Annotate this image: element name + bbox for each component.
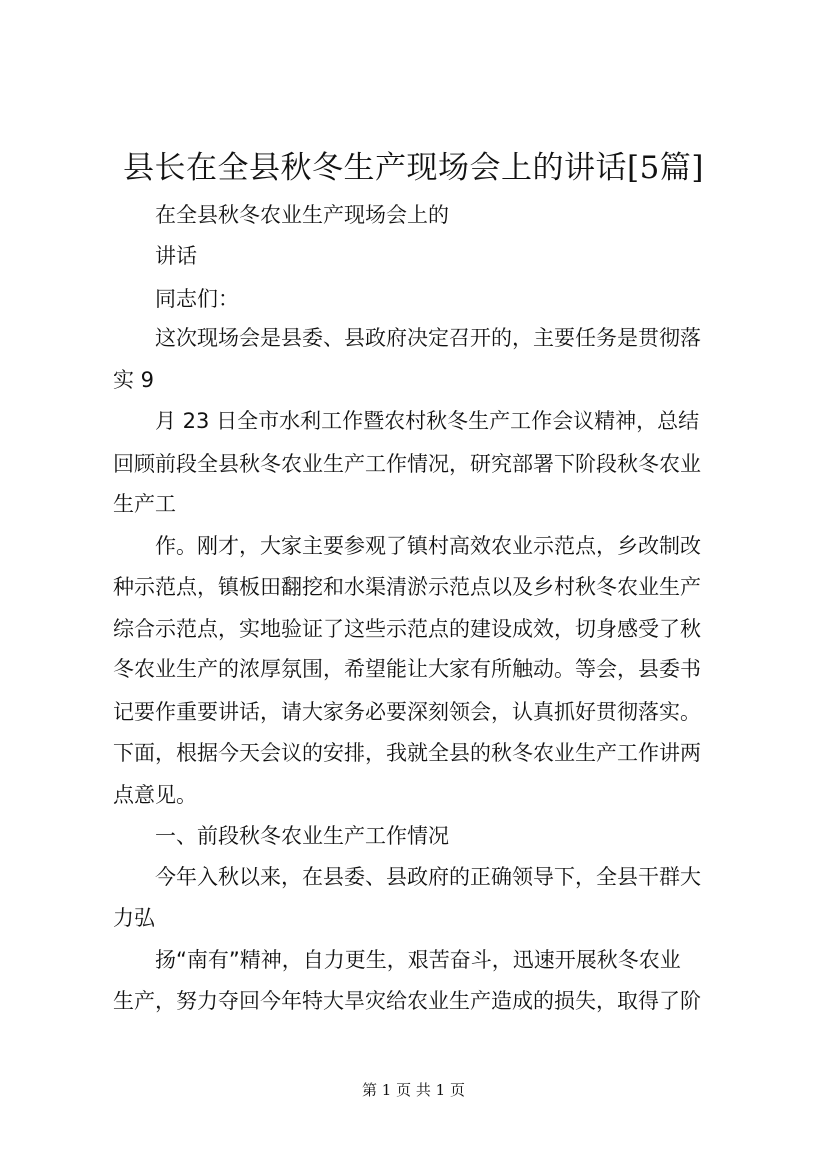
body-line: 生产，努力夺回今年特大旱灾给农业生产造成的损失，取得了阶	[113, 989, 701, 1013]
body-line: 种示范点，镇板田翻挖和水渠清淤示范点以及乡村秋冬农业生产	[113, 575, 701, 599]
body-line: 力弘	[113, 906, 155, 930]
body-line: 点意见。	[113, 783, 197, 807]
body-line: 综合示范点，实地验证了这些示范点的建设成效，切身感受了秋	[113, 617, 701, 641]
body-line: 实 9	[113, 368, 155, 392]
body-line: 同志们：	[155, 287, 239, 311]
section-heading: 一、前段秋冬农业生产工作情况	[155, 824, 449, 848]
body-line: 在全县秋冬农业生产现场会上的	[155, 203, 449, 227]
body-line: 回顾前段全县秋冬农业生产工作情况，研究部署下阶段秋冬农业	[113, 452, 701, 476]
body-line: 冬农业生产的浓厚氛围，希望能让大家有所触动。等会，县委书	[113, 657, 701, 681]
body-line: 扬“南有”精神，自力更生，艰苦奋斗，迅速开展秋冬农业	[155, 948, 681, 972]
body-line: 生产工	[113, 492, 176, 516]
body-line: 记要作重要讲话，请大家务必要深刻领会，认真抓好贯彻落实。	[113, 700, 701, 724]
body-line: 作。刚才，大家主要参观了镇村高效农业示范点，乡改制改	[155, 534, 701, 558]
body-line: 月 23 日全市水利工作暨农村秋冬生产工作会议精神，总结	[155, 409, 700, 433]
document-title: 县长在全县秋冬生产现场会上的讲话[5篇]	[123, 150, 704, 186]
page-number-footer: 第 1 页 共 1 页	[362, 1081, 465, 1099]
body-line: 讲话	[155, 244, 197, 268]
body-line: 今年入秋以来，在县委、县政府的正确领导下，全县干群大	[155, 865, 701, 889]
body-line: 下面，根据今天会议的安排，我就全县的秋冬农业生产工作讲两	[113, 741, 701, 765]
body-line: 这次现场会是县委、县政府决定召开的，主要任务是贯彻落	[155, 326, 701, 350]
